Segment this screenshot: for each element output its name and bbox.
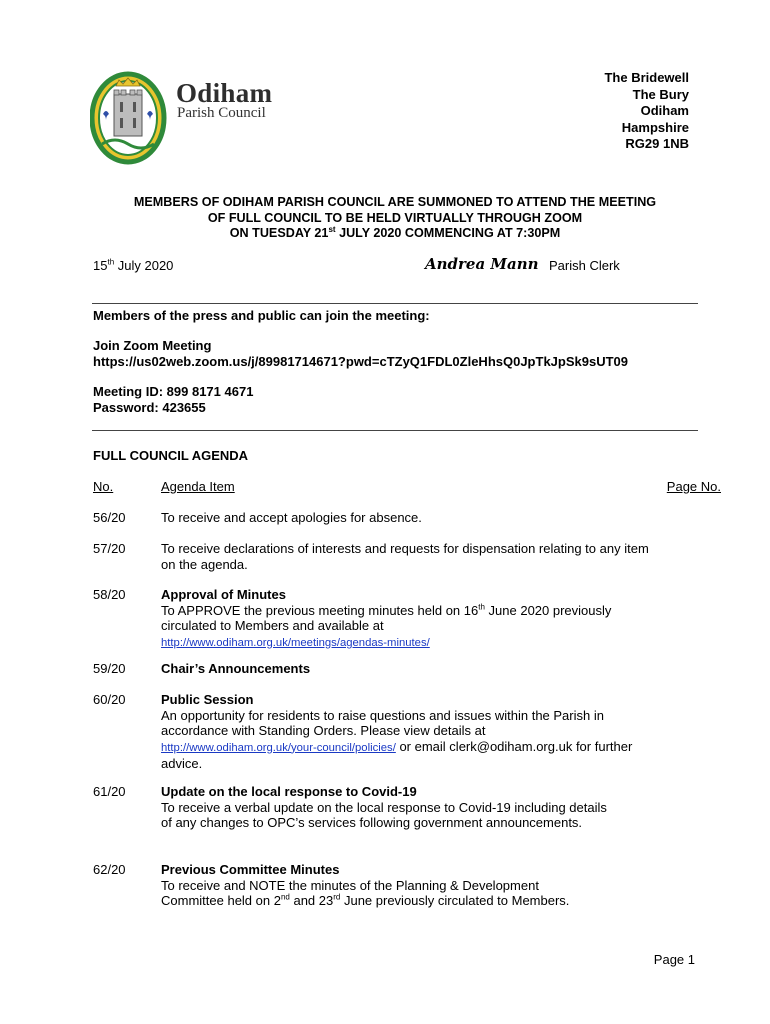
agenda-item-text: To receive declarations of interests and requests for dispensation relating to any item on the agenda.: [161, 541, 649, 572]
address-block: [604, 70, 689, 153]
agenda-item-number: 59/20: [93, 661, 126, 676]
divider: [92, 303, 698, 304]
agenda-item-text: An opportunity for residents to raise questions and issues within the Parish in accordance with Standing Orders. Please view details at: [161, 707, 604, 738]
address-line: The Bury: [632, 86, 689, 102]
page-number: Page 1: [653, 952, 695, 967]
column-header-item: Agenda Item: [161, 479, 235, 494]
agenda-item-text: To receive a verbal update on the local response to Covid-19 including details of any changes to OPC’s services following government announcements.: [161, 799, 607, 830]
issue-date: 15th July 2020: [93, 257, 174, 273]
meeting-summons: [80, 195, 710, 242]
agenda-item-title: Public Session: [161, 692, 254, 707]
agenda-item-number: 56/20: [93, 510, 126, 525]
address-line: RG29 1NB: [625, 136, 689, 151]
agenda-item-text: To receive and NOTE the minutes of the Planning & Development: [161, 877, 539, 893]
minutes-link[interactable]: http://www.odiham.org.uk/meetings/agendas-minutes/: [161, 636, 430, 649]
agenda-item-title: Update on the local response to Covid-19: [161, 784, 417, 799]
agenda-item-text: or email clerk@odiham.org.uk for further advice.: [161, 738, 633, 771]
agenda-item-title: Previous Committee Minutes: [161, 862, 340, 877]
summons-line-1: MEMBERS OF ODIHAM PARISH COUNCIL ARE SUMMONED TO ATTEND THE MEETING: [133, 195, 657, 209]
agenda-item-number: 58/20: [93, 587, 126, 602]
agenda-item-number: 61/20: [93, 784, 126, 799]
clerk-signature: Andrea Mann: [425, 255, 539, 273]
agenda-item-text: To APPROVE the previous meeting minutes held on 16th June 2020 previously circulated to Members and available at: [161, 602, 612, 633]
agenda-item-number: 60/20: [93, 692, 126, 707]
agenda-item-body: [161, 661, 656, 677]
zoom-meeting-id: Meeting ID: 899 8171 4671: [93, 384, 254, 399]
zoom-join-label: Join Zoom Meeting: [93, 338, 212, 353]
agenda-item-body: [161, 784, 621, 831]
zoom-password: Password: 423655: [93, 400, 206, 415]
address-line: Odiham: [640, 103, 689, 118]
summons-line-3: ON TUESDAY 21st JULY 2020 COMMENCING AT 7:30PM: [229, 224, 561, 240]
zoom-meeting-link[interactable]: https://us02web.zoom.us/j/89981714671?pwd=cTZyQ1FDL0ZleHhsQ0JpTkJpSk9sUT09: [93, 354, 628, 369]
divider: [92, 430, 698, 431]
summons-line-2: OF FULL COUNCIL TO BE HELD VIRTUALLY THROUGH ZOOM: [207, 210, 583, 225]
agenda-item-body: [161, 862, 656, 909]
address-line: The Bridewell: [604, 70, 689, 85]
public-access-intro: Members of the press and public can join the meeting:: [93, 308, 430, 323]
agenda-heading: FULL COUNCIL AGENDA: [93, 448, 249, 463]
agenda-item-title: Chair’s Announcements: [161, 661, 311, 676]
logo-org-name: Odiham: [176, 78, 273, 108]
logo-org-subtitle: Parish Council: [177, 105, 266, 121]
agenda-item-number: 62/20: [93, 862, 126, 877]
clerk-role: Parish Clerk: [549, 258, 620, 273]
column-header-page: Page No.: [666, 479, 721, 494]
column-header-no: No.: [93, 479, 114, 494]
agenda-item-title: Approval of Minutes: [161, 587, 286, 602]
agenda-item-number: 57/20: [93, 541, 126, 556]
agenda-item-body: [161, 692, 651, 772]
agenda-item-text: Committee held on 2nd and 23rd June previously circulated to Members.: [161, 892, 570, 908]
policies-link[interactable]: http://www.odiham.org.uk/your-council/policies/: [161, 741, 396, 754]
agenda-item-text: To receive and accept apologies for absence.: [161, 510, 422, 525]
address-line: Hampshire: [621, 119, 689, 135]
agenda-item-body: [161, 587, 656, 651]
